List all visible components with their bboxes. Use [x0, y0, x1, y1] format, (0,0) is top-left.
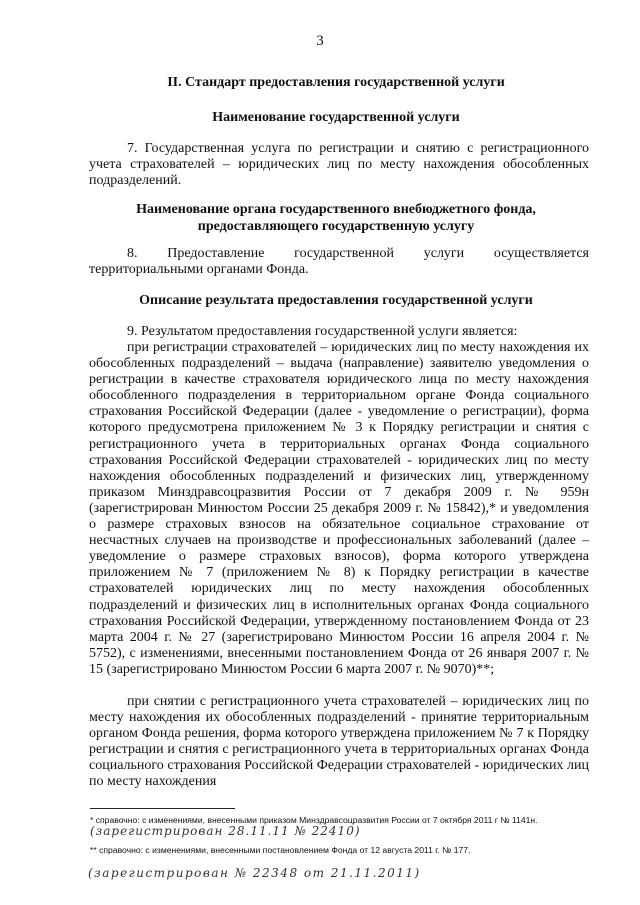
name-heading: Наименование государственной услуги — [212, 110, 460, 125]
footnote-divider — [90, 808, 235, 809]
footnote-2-handwritten: (зарегистрирован № 22348 от 21.11.2011) — [88, 866, 421, 880]
paragraph-9-registration: при регистрации страхователей – юридических лиц по месту нахождения их обособленных подразделений – выдача (направление) заявителю уведомления о регистрации в качестве страхователя юридического лица по месту нахождения обособленного подразделения в территориальном органе Фонда социального страхования Российской Федерации (далее - уведомление о регистрации), форма которого предусмотрена приложением № 3 к Порядку регистрации и снятия с регистрационного учета в территориальных органах Фонда социального страхования Российской Федерации страхователей - юридических лиц по месту нахождения обособленных подразделений и физических лиц, утвержденному приказом Минздравсоцразвития России от 7 декабря 2009 г. № 959н (зарегистрирован Минюстом России 25 декабря 2009 г. № 15842),* и уведомления о размере страховых взносов на обязательное социальное страхование от несчастных случаев на производстве и профессиональных заболеваний (далее – уведомление о размере страховых взносов), форма которого утверждена приложением № 7 (приложением № 8) к Порядку регистрации в качестве страхователей юридических лиц по месту нахождения обособленных подразделений и физических лиц в исполнительных органах Фонда социального страхования Российской Федерации, утвержденному постановлением Фонда от 23 марта 2004 г. № 27 (зарегистрировано Минюстом России 16 апреля 2004 г. № 5752), с изменениями, внесенными постановлением Фонда от 26 января 2007 г. № 15 (зарегистрировано Минюстом России 6 марта 2007 г. № 9070)**; — [89, 340, 589, 677]
result-heading: Описание результата предоставления государственной услуги — [139, 293, 533, 308]
paragraph-9-deregistration: при снятии с регистрационного учета страхователей – юридических лиц по месту нахождения их обособленных подразделений - принятие территориальным органом Фонда решения, форма которого утверждена приложением № 7 к Порядку регистрации и снятия с регистрационного учета в территориальных органах Фонда социального страхования Российской Федерации страхователей - юридических лиц по месту нахождения — [89, 694, 589, 790]
footnote-1-text: * справочно: с изменениями, внесенными приказом Минздравсоцразвития России от 7 октября 2011 г № 1141н. — [90, 815, 538, 825]
footnote-1 — [90, 815, 590, 838]
section-title: II. Стандарт предоставления государственной услуги — [167, 75, 505, 90]
footnote-1-handwritten: (зарегистрирован 28.11.11 № 22410) — [90, 824, 361, 838]
org-heading: Наименование органа государственного внебюджетного фонда, предоставляющего государственную услугу — [136, 202, 536, 234]
paragraph-8: 8. Предоставление государственной услуги осуществляется территориальными органами Фонда. — [89, 246, 589, 278]
footnote-2: ** справочно: с изменениями, внесенными постановлением Фонда от 12 августа 2011 г. № 177. — [90, 845, 471, 855]
paragraph-9-intro: 9. Результатом предоставления государственной услуги является: — [127, 324, 518, 339]
paragraph-7: 7. Государственная услуга по регистрации и снятию с регистрационного учета страхователей – юридических лиц по месту нахождения обособленных подразделений. — [89, 141, 589, 189]
page-number: 3 — [316, 33, 324, 49]
